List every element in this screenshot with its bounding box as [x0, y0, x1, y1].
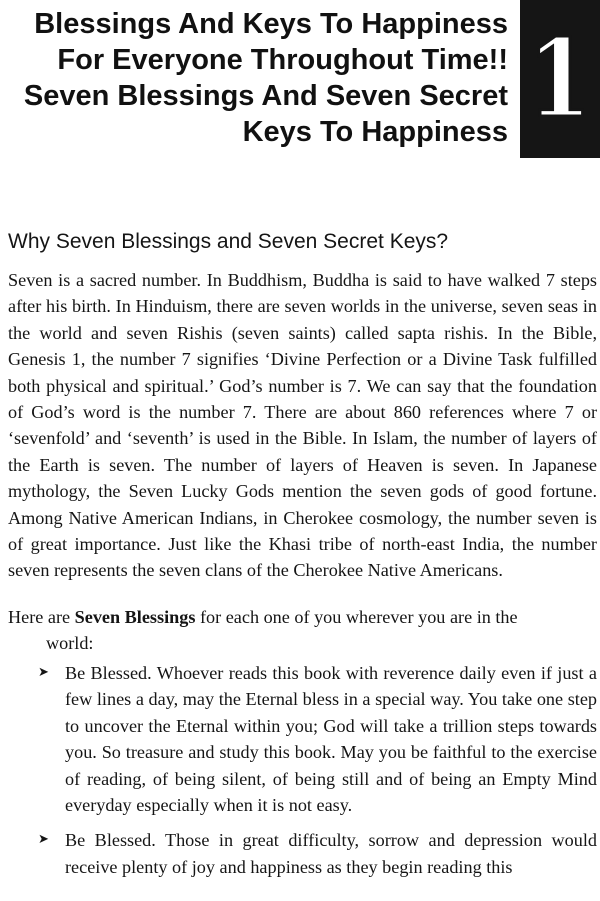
body-paragraph — [8, 267, 597, 584]
seven-blessings-intro — [8, 604, 597, 657]
blessing-text: Be Blessed. Those in great difficulty, sorrow and depression would receive plenty of joy and happiness as they begin reading this — [65, 830, 597, 877]
chapter-title-line-4: Keys To Happiness — [242, 116, 508, 148]
blessing-text: Be Blessed. Whoever reads this book with reverence daily even if just a few lines a day, may the Eternal bless in a special way. You take one step to uncover the Eternal within you; God will take a trillion steps towards you. So treasure and study this book. May you be faithful to the exercise of reading, of being silent, of being still and of being an Empty Mind everyday especially when it is not easy. — [65, 663, 597, 816]
intro-text-continuation: world: — [46, 633, 94, 654]
intro-bold-seven-blessings: Seven Blessings — [74, 607, 196, 627]
blessings-list — [8, 660, 597, 889]
chapter-title-line-2: For Everyone Throughout Time!! — [57, 44, 508, 76]
intro-text-before: Here are — [8, 607, 75, 627]
list-item — [8, 660, 597, 818]
chapter-title-line-3: Seven Blessings And Seven Secret — [23, 80, 508, 112]
intro-text-after: for each one of you wherever you are in the — [195, 607, 518, 627]
chapter-title — [10, 6, 508, 150]
section-heading: Why Seven Blessings and Seven Secret Keys? — [8, 230, 449, 253]
chapter-number-box — [520, 0, 600, 158]
paragraph-seven-sacred: Seven is a sacred number. In Buddhism, Buddha is said to have walked 7 steps after his birth. In Hinduism, there are seven worlds in the universe, seven seas in the world and seven Rishis (seven saints) called sapta rishis. In the Bible, Genesis 1, the number 7 signifies ‘Divine Perfection or a Divine Task fulfilled both physical and spiritual.’ God’s number is 7. We can say that the foundation of God’s word is the number 7. There are about 860 references where 7 or ‘sevenfold’ and ‘seventh’ is used in the Bible. In Islam, the number of layers of the Earth is seven. The number of layers of Heaven is seven. In Japanese mythology, the Seven Lucky Gods mention the seven gods of good fortune. Among Native American Indians, in Cherokee cosmology, the number seven is of great importance. Just like the Khasi tribe of north-east India, the number seven represents the seven clans of the Cherokee Native Americans. — [8, 270, 597, 581]
chapter-title-line-1: Blessings And Keys To Happiness — [34, 8, 508, 40]
chapter-number: 1 — [528, 16, 592, 142]
list-item — [8, 827, 597, 880]
arrow-bullet-icon: ➤ — [38, 665, 49, 680]
arrow-bullet-icon: ➤ — [38, 832, 49, 848]
